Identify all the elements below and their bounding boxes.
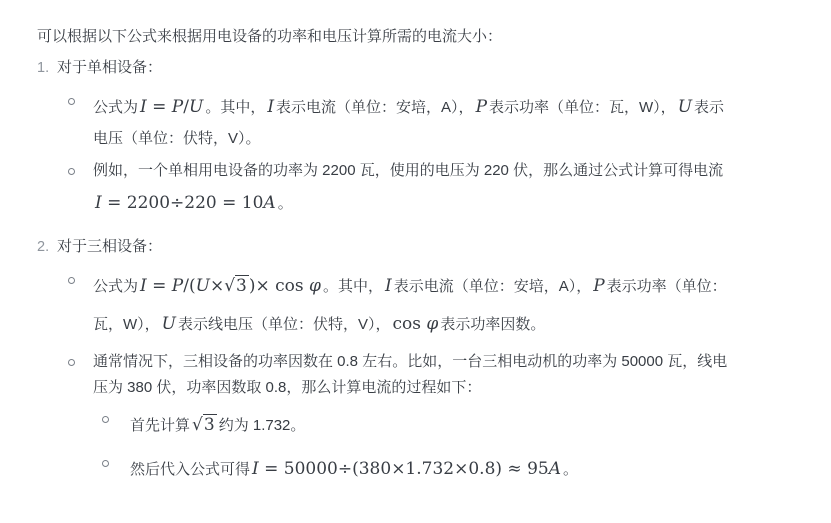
list-number: 2. — [37, 239, 50, 255]
bullet-icon — [68, 349, 93, 375]
bullet-item-formula — [57, 267, 731, 343]
list-item-title: 对于单相设备： — [57, 59, 163, 76]
bullet-list — [57, 267, 731, 488]
bullet-icon — [102, 406, 130, 432]
list-item-three-phase — [37, 234, 731, 488]
sub-bullet-text: 然后代入公式可得 I = 50000÷(380×1.732×0.8) ≈ 95A 。 — [130, 459, 578, 479]
bullet-text: 公式为 I = P/U 。其中， I 表示电流（单位：安培，A）， P 表示功率（单位：瓦，W）， U 表示电压（单位：伏特，V）。 — [93, 97, 725, 147]
intro-paragraph: 可以根据以下公式来根据用电设备的功率和电压计算所需的电流大小： — [37, 28, 503, 45]
bullet-item-example — [57, 158, 731, 222]
bullet-list — [57, 88, 731, 222]
bullet-icon — [68, 158, 93, 184]
list-number: 1. — [37, 60, 50, 76]
bullet-text: 公式为 I = P/(U×√3 )× cos φ 。其中， I 表示电流（单位：安培，A）， P 表示功率（单位：瓦，W）， U 表示线电压（单位：伏特，V）， cos φ 表示功率因数。 — [93, 276, 727, 334]
bullet-icon — [68, 88, 93, 114]
sub-bullet-item-result — [93, 450, 731, 488]
bullet-item-example — [57, 349, 731, 488]
list-item-body — [57, 234, 731, 488]
list-item-body — [57, 55, 731, 222]
bullet-text: 通常情况下，三相设备的功率因数在 0.8 左右。比如，一台三相电动机的功率为 50000 瓦，线电压为 380 伏，功率因数取 0.8，那么计算电流的过程如下： — [93, 353, 728, 396]
numbered-list — [37, 55, 731, 488]
list-item-title: 对于三相设备： — [57, 238, 163, 255]
list-item-single-phase — [37, 55, 731, 222]
bullet-text-container — [93, 349, 731, 488]
bullet-icon — [102, 450, 130, 476]
sub-bullet-list — [93, 406, 731, 488]
sub-bullet-item-sqrt — [93, 406, 731, 444]
bullet-icon — [68, 267, 93, 293]
bullet-text: 例如，一个单相用电设备的功率为 2200 瓦，使用的电压为 220 伏，那么通过公式计算可得电流I = 2200÷220 = 10A 。 — [93, 162, 724, 213]
sub-bullet-text: 首先计算 √3 约为 1.732。 — [130, 415, 306, 435]
bullet-item-formula — [57, 88, 731, 152]
